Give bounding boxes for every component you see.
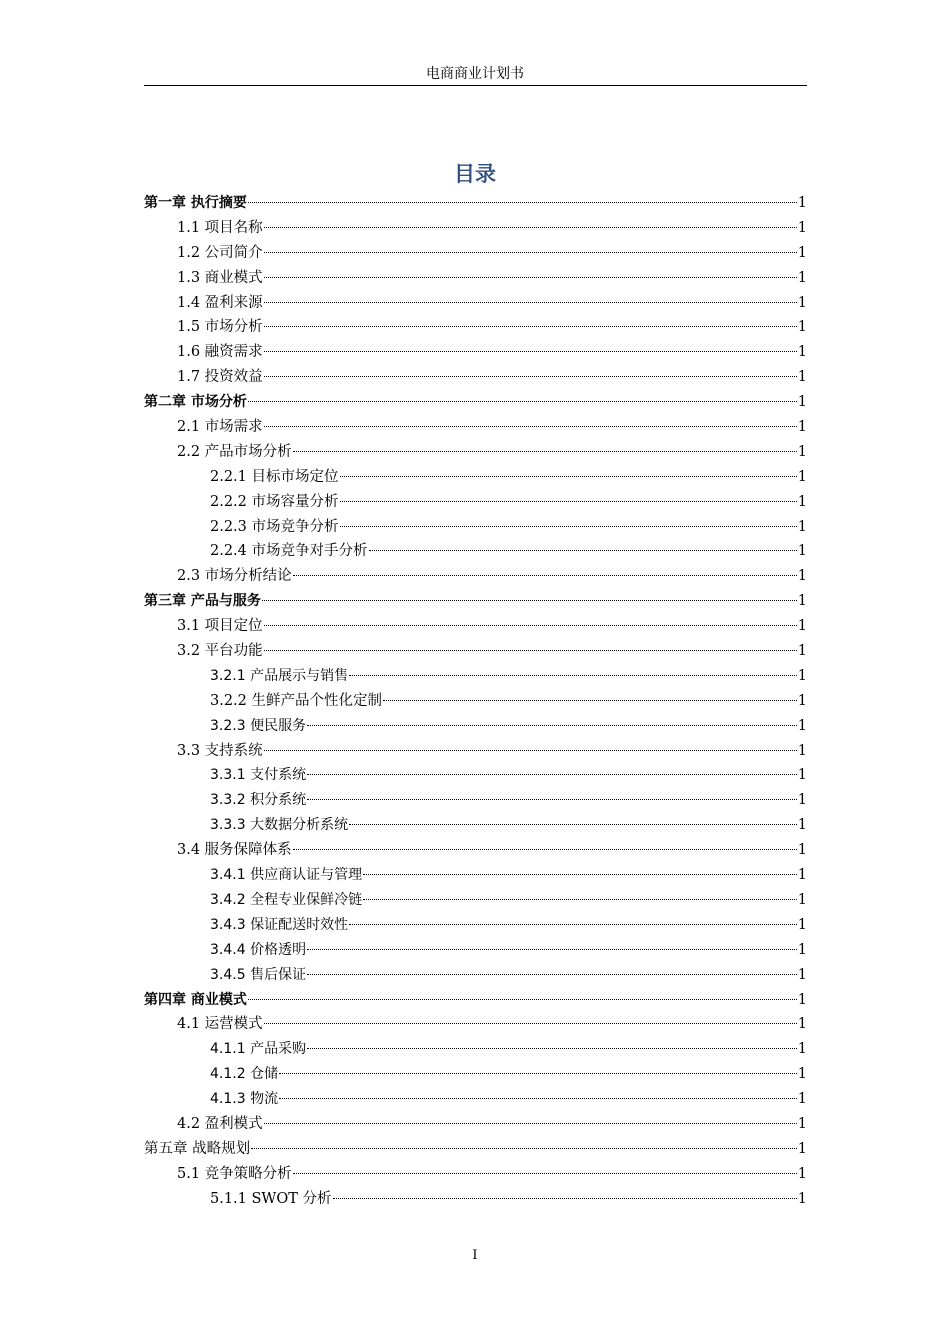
toc-entry-page: 1 — [797, 966, 807, 983]
toc-entry-page: 1 — [797, 319, 807, 336]
toc-entry[interactable] — [144, 913, 807, 938]
toc-dot-leader — [349, 675, 797, 676]
toc-entry[interactable] — [144, 664, 807, 689]
toc-entry[interactable] — [144, 589, 807, 614]
toc-entry-label: 第四章 商业模式 — [144, 991, 247, 1008]
toc-entry-page: 1 — [797, 1016, 807, 1033]
toc-dot-leader — [340, 526, 797, 527]
toc-entry-label: 第三章 产品与服务 — [144, 593, 261, 610]
toc-entry-label: 5.1 竞争策略分析 — [177, 1165, 292, 1182]
toc-entry-page: 1 — [797, 991, 807, 1008]
toc-entry-page: 1 — [797, 618, 807, 635]
toc-entry-page: 1 — [797, 344, 807, 361]
toc-entry-label: 4.1.1 产品采购 — [210, 1041, 307, 1058]
toc-entry[interactable] — [144, 1062, 807, 1087]
toc-entry-label: 3.3.3 大数据分析系统 — [210, 817, 349, 834]
toc-dot-leader — [369, 550, 797, 551]
toc-entry-page: 1 — [797, 792, 807, 809]
toc-entry-page: 1 — [797, 767, 807, 784]
toc-entry-label: 2.1 市场需求 — [177, 419, 263, 436]
toc-dot-leader — [264, 1123, 797, 1124]
toc-entry[interactable] — [144, 1162, 807, 1187]
toc-entry-label: 1.2 公司简介 — [177, 244, 263, 261]
toc-dot-leader — [307, 774, 797, 775]
toc-entry[interactable] — [144, 390, 807, 415]
toc-entry-label: 1.7 投资效益 — [177, 369, 263, 386]
toc-entry-page: 1 — [797, 742, 807, 759]
toc-entry[interactable] — [144, 490, 807, 515]
header-rule — [144, 85, 807, 86]
toc-entry[interactable] — [144, 1037, 807, 1062]
toc-entry-label: 3.3 支持系统 — [177, 742, 263, 759]
toc-entry-page: 1 — [797, 643, 807, 660]
toc-entry-page: 1 — [797, 244, 807, 261]
toc-entry-page: 1 — [797, 369, 807, 386]
toc-dot-leader — [264, 326, 797, 327]
toc-entry[interactable] — [144, 266, 807, 291]
toc-entry-page: 1 — [797, 419, 807, 436]
toc-dot-leader — [279, 1073, 797, 1074]
toc-entry-page: 1 — [797, 1190, 807, 1207]
toc-entry[interactable] — [144, 365, 807, 390]
toc-entry[interactable] — [144, 291, 807, 316]
toc-entry-label: 3.4.3 保证配送时效性 — [210, 916, 349, 933]
toc-entry[interactable] — [144, 440, 807, 465]
toc-entry-page: 1 — [797, 916, 807, 933]
toc-entry-label: 2.2.4 市场竞争对手分析 — [210, 543, 368, 560]
toc-dot-leader — [264, 351, 797, 352]
toc-entry-label: 第五章 战略规划 — [144, 1140, 251, 1157]
toc-entry[interactable] — [144, 1087, 807, 1112]
toc-entry-page: 1 — [797, 219, 807, 236]
toc-dot-leader — [293, 451, 797, 452]
toc-dot-leader — [293, 1173, 797, 1174]
toc-entry-label: 2.2.1 目标市场定位 — [210, 468, 339, 485]
toc-entry[interactable] — [144, 763, 807, 788]
toc-entry[interactable] — [144, 938, 807, 963]
toc-dot-leader — [251, 1148, 797, 1149]
toc-entry-page: 1 — [797, 717, 807, 734]
toc-dot-leader — [262, 600, 797, 601]
toc-dot-leader — [264, 277, 797, 278]
toc-entry-page: 1 — [797, 294, 807, 311]
toc-entry-page: 1 — [797, 543, 807, 560]
toc-entry-page: 1 — [797, 1091, 807, 1108]
toc-entry[interactable] — [144, 1137, 807, 1162]
toc-entry[interactable] — [144, 813, 807, 838]
toc-dot-leader — [340, 476, 797, 477]
toc-title: 目录 — [454, 162, 496, 186]
toc-dot-leader — [363, 874, 797, 875]
toc-entry-page: 1 — [797, 1165, 807, 1182]
toc-entry-page: 1 — [797, 518, 807, 535]
toc-entry-label: 2.2.3 市场竞争分析 — [210, 518, 339, 535]
toc-entry[interactable] — [144, 564, 807, 589]
toc-entry[interactable] — [144, 415, 807, 440]
toc-dot-leader — [264, 302, 797, 303]
toc-dot-leader — [248, 401, 797, 402]
toc-dot-leader — [307, 1048, 797, 1049]
toc-entry-page: 1 — [797, 195, 807, 211]
toc-dot-leader — [264, 426, 797, 427]
toc-entry[interactable] — [144, 988, 807, 1013]
toc-dot-leader — [248, 202, 797, 203]
toc-entry[interactable] — [144, 340, 807, 365]
toc-dot-leader — [279, 1098, 797, 1099]
toc-entry[interactable] — [144, 1187, 807, 1212]
toc-entry-label: 4.1 运营模式 — [177, 1016, 263, 1033]
toc-entry-page: 1 — [797, 692, 807, 709]
toc-dot-leader — [333, 1198, 797, 1199]
toc-entry-page: 1 — [797, 1041, 807, 1058]
toc-entry-label: 2.3 市场分析结论 — [177, 568, 292, 585]
toc-entry-page: 1 — [797, 867, 807, 884]
toc-dot-leader — [264, 252, 797, 253]
toc-dot-leader — [293, 575, 797, 576]
toc-dot-leader — [349, 824, 797, 825]
toc-entry-label: 1.4 盈利来源 — [177, 294, 263, 311]
toc-dot-leader — [293, 849, 797, 850]
toc-dot-leader — [340, 501, 797, 502]
toc-dot-leader — [264, 750, 797, 751]
toc-entry-page: 1 — [797, 842, 807, 859]
toc-entry[interactable] — [144, 465, 807, 490]
toc-entry-label: 1.3 商业模式 — [177, 269, 263, 286]
toc-entry[interactable] — [144, 714, 807, 739]
toc-entry-label: 4.1.2 仓储 — [210, 1066, 279, 1083]
toc-dot-leader — [307, 974, 797, 975]
toc-entry-label: 3.2.1 产品展示与销售 — [210, 667, 349, 684]
toc-entry-page: 1 — [797, 269, 807, 286]
toc-entry-page: 1 — [797, 667, 807, 684]
toc-dot-leader — [383, 700, 797, 701]
toc-dot-leader — [264, 650, 797, 651]
toc-entry[interactable] — [144, 788, 807, 813]
toc-entry-page: 1 — [797, 493, 807, 510]
toc-entry-page: 1 — [797, 1115, 807, 1132]
toc-dot-leader — [307, 725, 797, 726]
toc-entry[interactable] — [144, 539, 807, 564]
toc-entry[interactable] — [144, 739, 807, 764]
toc-entry[interactable] — [144, 241, 807, 266]
toc-dot-leader — [264, 1023, 797, 1024]
toc-entry-label: 3.2.3 便民服务 — [210, 717, 307, 734]
toc-entry-page: 1 — [797, 443, 807, 460]
toc-entry-label: 3.4.2 全程专业保鲜冷链 — [210, 891, 363, 908]
toc-dot-leader — [307, 949, 797, 950]
toc-dot-leader — [363, 899, 797, 900]
toc-entry-page: 1 — [797, 1140, 807, 1157]
toc-entry-label: 3.2 平台功能 — [177, 643, 263, 660]
footer-page-number: I — [472, 1248, 478, 1263]
toc-entry[interactable] — [144, 639, 807, 664]
toc-entry-page: 1 — [797, 891, 807, 908]
toc-entry[interactable] — [144, 888, 807, 913]
toc-entry-label: 1.6 融资需求 — [177, 344, 263, 361]
toc-entry-label: 3.1 项目定位 — [177, 618, 263, 635]
toc-entry-label: 3.4 服务保障体系 — [177, 842, 292, 859]
toc-entry[interactable] — [144, 838, 807, 863]
toc-entry-label: 3.4.5 售后保证 — [210, 966, 307, 983]
toc-entry-label: 3.4.4 价格透明 — [210, 941, 307, 958]
toc-dot-leader — [264, 227, 797, 228]
toc-entry-page: 1 — [797, 468, 807, 485]
toc-entry-label: 3.4.1 供应商认证与管理 — [210, 867, 363, 884]
toc-entry[interactable] — [144, 614, 807, 639]
toc-entry-page: 1 — [797, 817, 807, 834]
toc-dot-leader — [349, 924, 797, 925]
toc-entry-label: 2.2 产品市场分析 — [177, 443, 292, 460]
table-of-contents — [144, 191, 807, 1212]
toc-entry-page: 1 — [797, 394, 807, 411]
toc-entry-label: 1.5 市场分析 — [177, 319, 263, 336]
toc-entry[interactable] — [144, 191, 807, 216]
toc-entry[interactable] — [144, 689, 807, 714]
toc-entry-label: 3.3.2 积分系统 — [210, 792, 307, 809]
toc-entry[interactable] — [144, 216, 807, 241]
toc-dot-leader — [264, 376, 797, 377]
toc-entry-page: 1 — [797, 1066, 807, 1083]
toc-entry[interactable] — [144, 963, 807, 988]
toc-dot-leader — [307, 799, 797, 800]
toc-dot-leader — [264, 625, 797, 626]
toc-entry-label: 3.2.2 生鲜产品个性化定制 — [210, 692, 383, 709]
toc-entry-label: 第二章 市场分析 — [144, 394, 247, 411]
toc-entry-label: 4.1.3 物流 — [210, 1091, 279, 1108]
toc-entry-label: 1.1 项目名称 — [177, 219, 263, 236]
toc-entry[interactable] — [144, 863, 807, 888]
toc-entry[interactable] — [144, 315, 807, 340]
toc-entry-label: 2.2.2 市场容量分析 — [210, 493, 339, 510]
toc-entry-label: 5.1.1 SWOT 分析 — [210, 1190, 332, 1207]
toc-entry-label: 4.2 盈利模式 — [177, 1115, 263, 1132]
running-header-title: 电商商业计划书 — [426, 66, 524, 82]
toc-entry-label: 3.3.1 支付系统 — [210, 767, 307, 784]
toc-dot-leader — [248, 999, 797, 1000]
toc-entry-page: 1 — [797, 568, 807, 585]
toc-entry[interactable] — [144, 1112, 807, 1137]
toc-entry-page: 1 — [797, 593, 807, 610]
toc-entry-page: 1 — [797, 941, 807, 958]
toc-entry-label: 第一章 执行摘要 — [144, 195, 247, 211]
toc-entry[interactable] — [144, 515, 807, 540]
toc-entry[interactable] — [144, 1012, 807, 1037]
